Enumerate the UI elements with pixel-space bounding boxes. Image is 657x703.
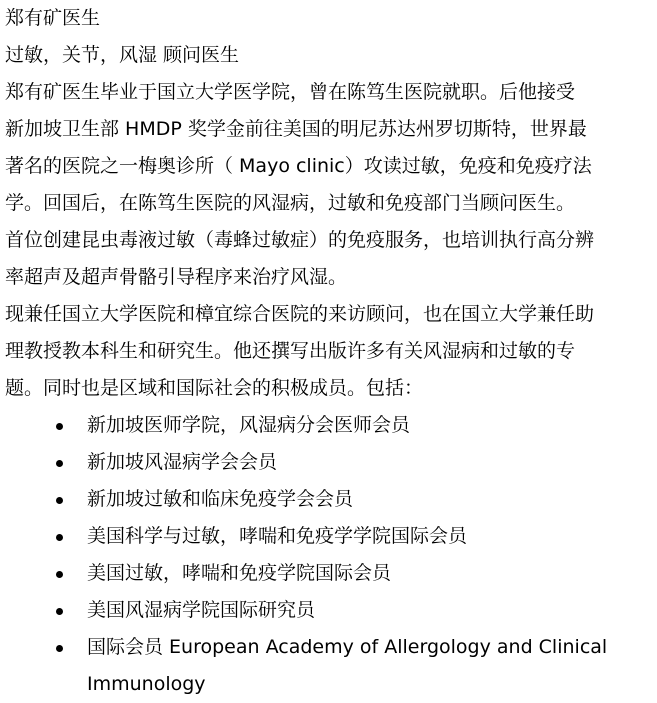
bullet-icon [56,645,63,652]
list-item [5,592,657,629]
list-item [5,518,657,555]
bullet-icon [56,423,63,430]
membership-list [5,407,657,703]
bio-line: 理教授教本科生和研究生。他还撰写出版许多有关风湿病和过敏的专 [5,340,576,362]
bio-paragraph-education [5,74,657,222]
bio-line: 现兼任国立大学医院和樟宜综合医院的来访顾问，也在国立大学兼任助 [5,303,595,325]
bio-paragraph-services [5,222,657,296]
bio-line: 郑有矿医生毕业于国立大学医学院，曾在陈笃生医院就职。后他接受 [5,81,576,103]
bullet-icon [56,497,63,504]
bio-line: 著名的医院之一梅奥诊所（ Mayo clinic）攻读过敏，免疫和免疫疗法 [5,155,592,177]
membership-text: 新加坡医师学院，风湿病分会医师会员 [87,414,411,436]
membership-text: 国际会员 European Academy of Allergology and Clinical [87,636,608,658]
membership-text: 新加坡风湿病学会会员 [87,451,278,473]
membership-text: 美国过敏，哮喘和免疫学院国际会员 [87,562,392,584]
bullet-icon [56,608,63,615]
bullet-icon [56,571,63,578]
bullet-icon [56,460,63,467]
list-item [5,629,657,703]
list-item [5,481,657,518]
list-item [5,407,657,444]
list-item [5,555,657,592]
bio-line: 首位创建昆虫毒液过敏（毒蜂过敏症）的免疫服务，也培训执行高分辨 [5,229,595,251]
bio-line: 率超声及超声骨骼引导程序来治疗风湿。 [5,266,348,288]
membership-text: 美国风湿病学院国际研究员 [87,599,316,621]
doctor-name: 郑有矿医生 [5,7,101,29]
bio-line: 题。同时也是区域和国际社会的积极成员。包括： [5,377,424,399]
bio-line: 新加坡卫生部 HMDP 奖学金前往美国的明尼苏达州罗切斯特，世界最 [5,118,587,140]
list-item [5,444,657,481]
membership-text: 新加坡过敏和临床免疫学会会员 [87,488,354,510]
doctor-specialty: 过敏，关节，风湿 顾问医生 [5,44,240,66]
bio-paragraph-current-roles [5,296,657,407]
membership-text: 美国科学与过敏，哮喘和免疫学学院国际会员 [87,525,468,547]
bio-line: 学。回国后，在陈笃生医院的风湿病，过敏和免疫部门当顾问医生。 [5,192,576,214]
bullet-icon [56,534,63,541]
membership-text-continuation: Immunology [87,673,206,695]
